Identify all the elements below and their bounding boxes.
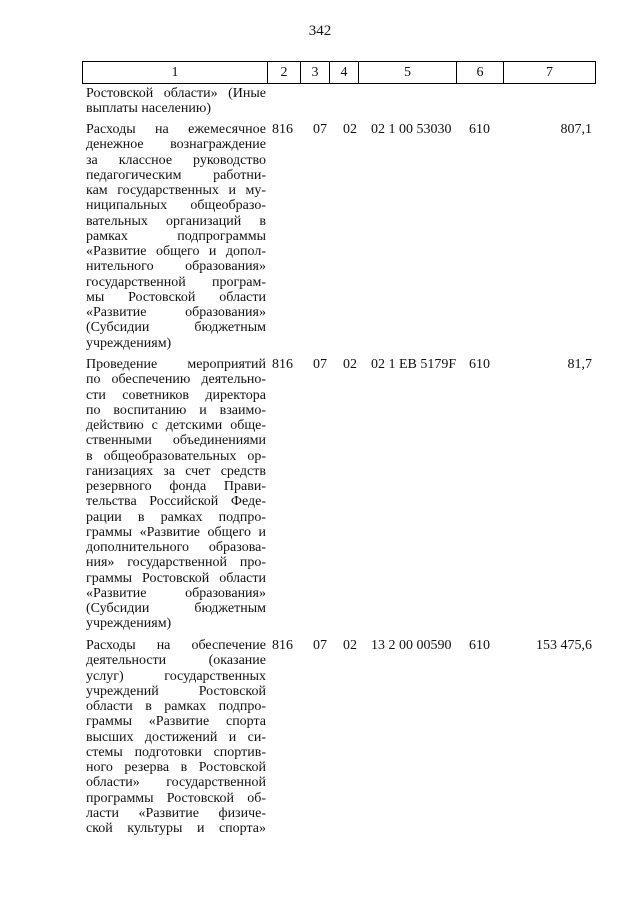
description-line: государственной програм- xyxy=(86,274,266,290)
description-line: учреждениям) xyxy=(86,335,172,351)
description-line: кам государственных и му- xyxy=(86,183,266,198)
description-line: граммы «Развитие общего и xyxy=(86,524,266,540)
description-line: рамках подпрограммы xyxy=(86,228,266,244)
description-line: тельства Российской Феде- xyxy=(86,494,266,510)
description-line: «Развитие образования» xyxy=(86,585,266,601)
description-line: рации в рамках подпро- xyxy=(86,509,266,525)
subsection-code: 02 xyxy=(343,357,357,372)
amount: 153 475,6 xyxy=(536,638,592,653)
description-line: дополнительного образова- xyxy=(86,540,266,555)
description-line: действию с детскими обще- xyxy=(86,418,266,433)
description-line: ного резерва в Ростовской xyxy=(86,760,266,775)
description-line: стемы подготовки спортив- xyxy=(86,744,266,760)
description-line: «Развитие общего и допол- xyxy=(86,244,266,259)
continuation-description xyxy=(86,86,266,117)
expense-type-code: 610 xyxy=(469,122,490,137)
section-code: 07 xyxy=(313,638,327,653)
description-line: области в рамках подпро- xyxy=(86,699,266,714)
amount: 807,1 xyxy=(560,122,592,137)
column-header-3: 3 xyxy=(300,62,329,83)
table-header-row xyxy=(82,61,596,84)
section-code: 07 xyxy=(313,357,327,372)
page-number: 342 xyxy=(308,23,332,39)
description-line: Расходы на ежемесячное xyxy=(86,122,266,137)
description-line: деятельности (оказание xyxy=(86,653,266,669)
description-line: по воспитанию и взаимо- xyxy=(86,402,266,418)
target-article-code: 02 1 00 53030 xyxy=(371,122,452,137)
description-line: ской культуры и спорта» xyxy=(86,821,266,836)
section-code: 07 xyxy=(313,122,327,137)
description-line: учреждений Ростовской xyxy=(86,683,266,699)
description-line: высших достижений и си- xyxy=(86,729,266,745)
description-line: «Развитие образования» xyxy=(86,305,266,320)
column-header-1: 1 xyxy=(171,65,179,80)
description-line: педагогическим работни- xyxy=(86,167,266,183)
description-line: области» государственной xyxy=(86,775,266,791)
row-description xyxy=(86,122,266,351)
column-header-6: 6 xyxy=(456,62,503,83)
subsection-code: 02 xyxy=(343,122,357,137)
description-line: мы Ростовской области xyxy=(86,289,266,305)
expense-type-code: 610 xyxy=(469,357,490,372)
continuation-line: Ростовской области» (Иные xyxy=(86,86,266,101)
column-header-4: 4 xyxy=(329,62,358,83)
row-description xyxy=(86,357,266,632)
description-line: резервного фонда Прави- xyxy=(86,479,266,494)
description-line: Расходы на обеспечение xyxy=(86,638,266,653)
description-line: программы Ростовской об- xyxy=(86,790,266,806)
amount: 81,7 xyxy=(567,357,592,372)
description-line: денежное вознаграждение xyxy=(86,137,266,153)
subsection-code: 02 xyxy=(343,638,357,653)
description-line: в общеобразовательных ор- xyxy=(86,448,266,464)
column-header-7: 7 xyxy=(503,62,595,83)
description-line: ганизациях за счет средств xyxy=(86,463,266,479)
description-line: ственными объединениями xyxy=(86,433,266,449)
description-line: ния» государственной про- xyxy=(86,555,266,571)
expense-type-code: 610 xyxy=(469,638,490,653)
description-line: граммы Ростовской области xyxy=(86,570,266,586)
description-line: за классное руководство xyxy=(86,152,266,168)
column-header-2: 2 xyxy=(267,62,300,83)
description-line: граммы «Развитие спорта xyxy=(86,714,266,730)
description-line: ласти «Развитие физиче- xyxy=(86,805,266,821)
description-line: нительного образования» xyxy=(86,259,266,275)
admin-code: 816 xyxy=(272,638,293,653)
continuation-line: выплаты населению) xyxy=(86,101,211,117)
admin-code: 816 xyxy=(272,357,293,372)
description-line: по обеспечению деятельно- xyxy=(86,372,266,388)
target-article-code: 02 1 EB 5179F xyxy=(371,357,457,372)
description-line: учреждениям) xyxy=(86,616,172,632)
description-line: вательных организаций в xyxy=(86,213,266,229)
description-line: Проведение мероприятий xyxy=(86,357,266,372)
admin-code: 816 xyxy=(272,122,293,137)
description-line: ниципальных общеобразо- xyxy=(86,198,266,214)
description-line: услуг) государственных xyxy=(86,668,266,684)
description-line: сти советников директора xyxy=(86,387,266,403)
description-line: (Субсидии бюджетным xyxy=(86,320,266,336)
target-article-code: 13 2 00 00590 xyxy=(371,638,452,653)
row-description xyxy=(86,638,266,836)
column-header-5: 5 xyxy=(358,62,456,83)
description-line: (Субсидии бюджетным xyxy=(86,601,266,616)
